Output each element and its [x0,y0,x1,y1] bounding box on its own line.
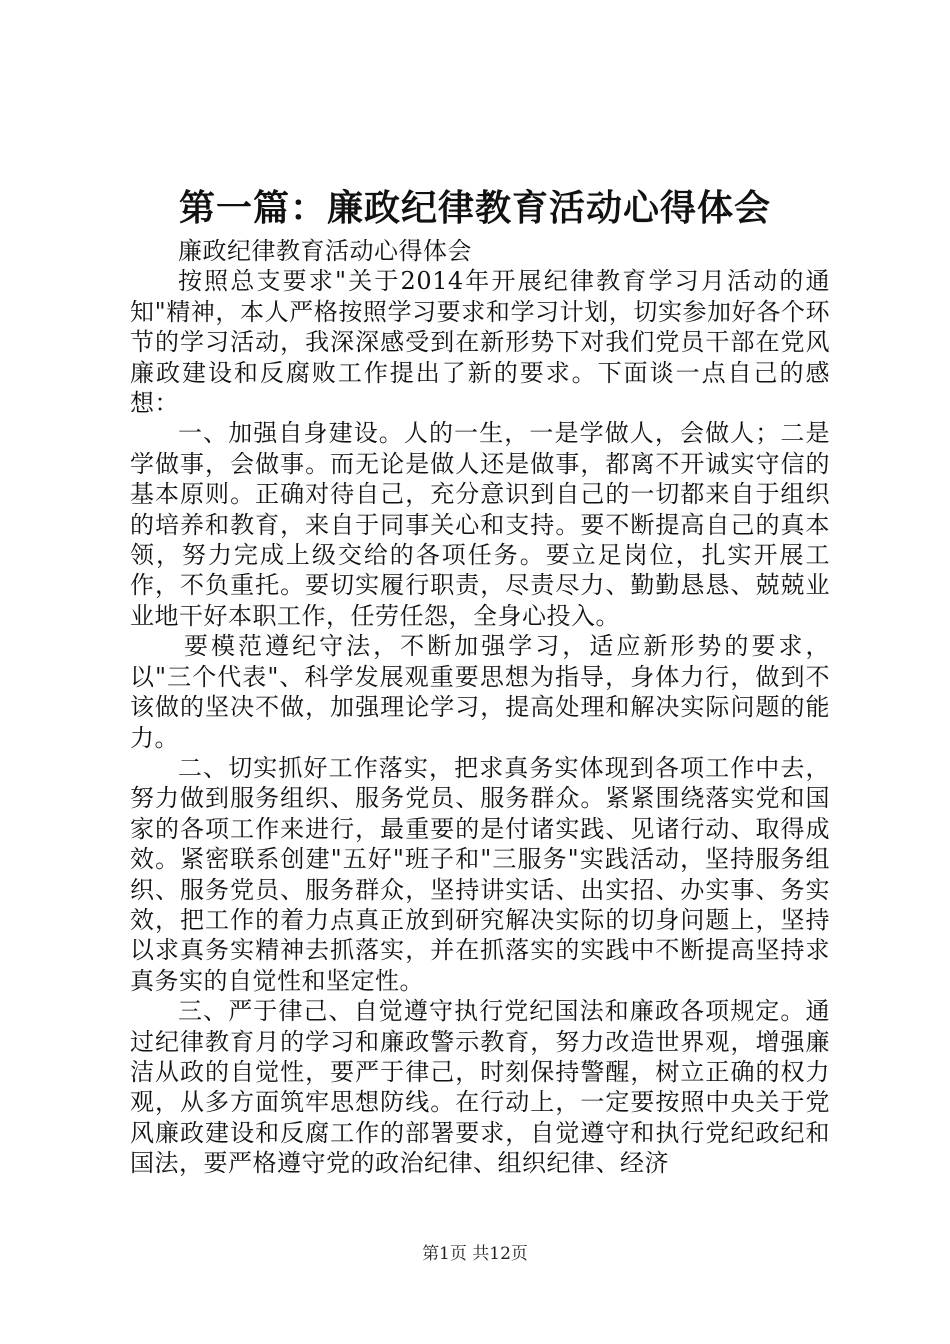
paragraph-intro: 按照总支要求"关于2014年开展纪律教育学习月活动的通知"精神，本人严格按照学习要求和学习计划，切实参加好各个环节的学习活动，我深深感受到在新形势下对我们党员干部在党风廉政建设和反腐败工作提出了新的要求。下面谈一点自己的感想： [130,267,830,418]
paragraph-self-discipline: 三、严于律己、自觉遵守执行党纪国法和廉政各项规定。通过纪律教育月的学习和廉政警示教育，努力改造世界观，增强廉洁从政的自觉性，要严于律己，时刻保持警醒，树立正确的权力观，从多方面筑牢思想防线。在行动上，一定要按照中央关于党风廉政建设和反腐工作的部署要求，自觉遵守和执行党纪政纪和国法，要严格遵守党的政治纪律、组织纪律、经济 [130,997,830,1178]
page-footer: 第1页 共12页 [422,1244,528,1264]
paragraph-implementation: 二、切实抓好工作落实，把求真务实体现到各项工作中去，努力做到服务组织、服务党员、服务群众。紧紧围绕落实党和国家的各项工作来进行，最重要的是付诸实践、见诸行动、取得成效。紧密联系创建"五好"班子和"三服务"实践活动，坚持服务组织、服务党员、服务群众，坚持讲实话、出实招、办实事、务实效，把工作的着力点真正放到研究解决实际的切身问题上，坚持以求真务实精神去抓落实，并在抓落实的实践中不断提高坚持求真务实的自觉性和坚定性。 [130,753,830,995]
paragraph-self-building: 一、加强自身建设。人的一生，一是学做人，会做人；二是学做事，会做事。而无论是做人还是做事，都离不开诚实守信的基本原则。正确对待自己，充分意识到自己的一切都来自于组织的培养和教育，来自于同事关心和支持。要不断提高自己的真本领，努力完成上级交给的各项任务。要立足岗位，扎实开展工作，不负重托。要切实履行职责，尽责尽力、勤勤恳恳、兢兢业业地干好本职工作，任劳任怨，全身心投入。 [130,419,830,630]
page-title: 第一篇：廉政纪律教育活动心得体会 [178,187,771,229]
subtitle-line: 廉政纪律教育活动心得体会 [178,237,472,265]
document-body [130,236,830,1179]
paragraph-obey-law: 要模范遵纪守法，不断加强学习，适应新形势的要求，以"三个代表"、科学发展观重要思想为指导，身体力行，做到不该做的坚决不做，加强理论学习，提高处理和解决实际问题的能力。 [130,632,830,752]
